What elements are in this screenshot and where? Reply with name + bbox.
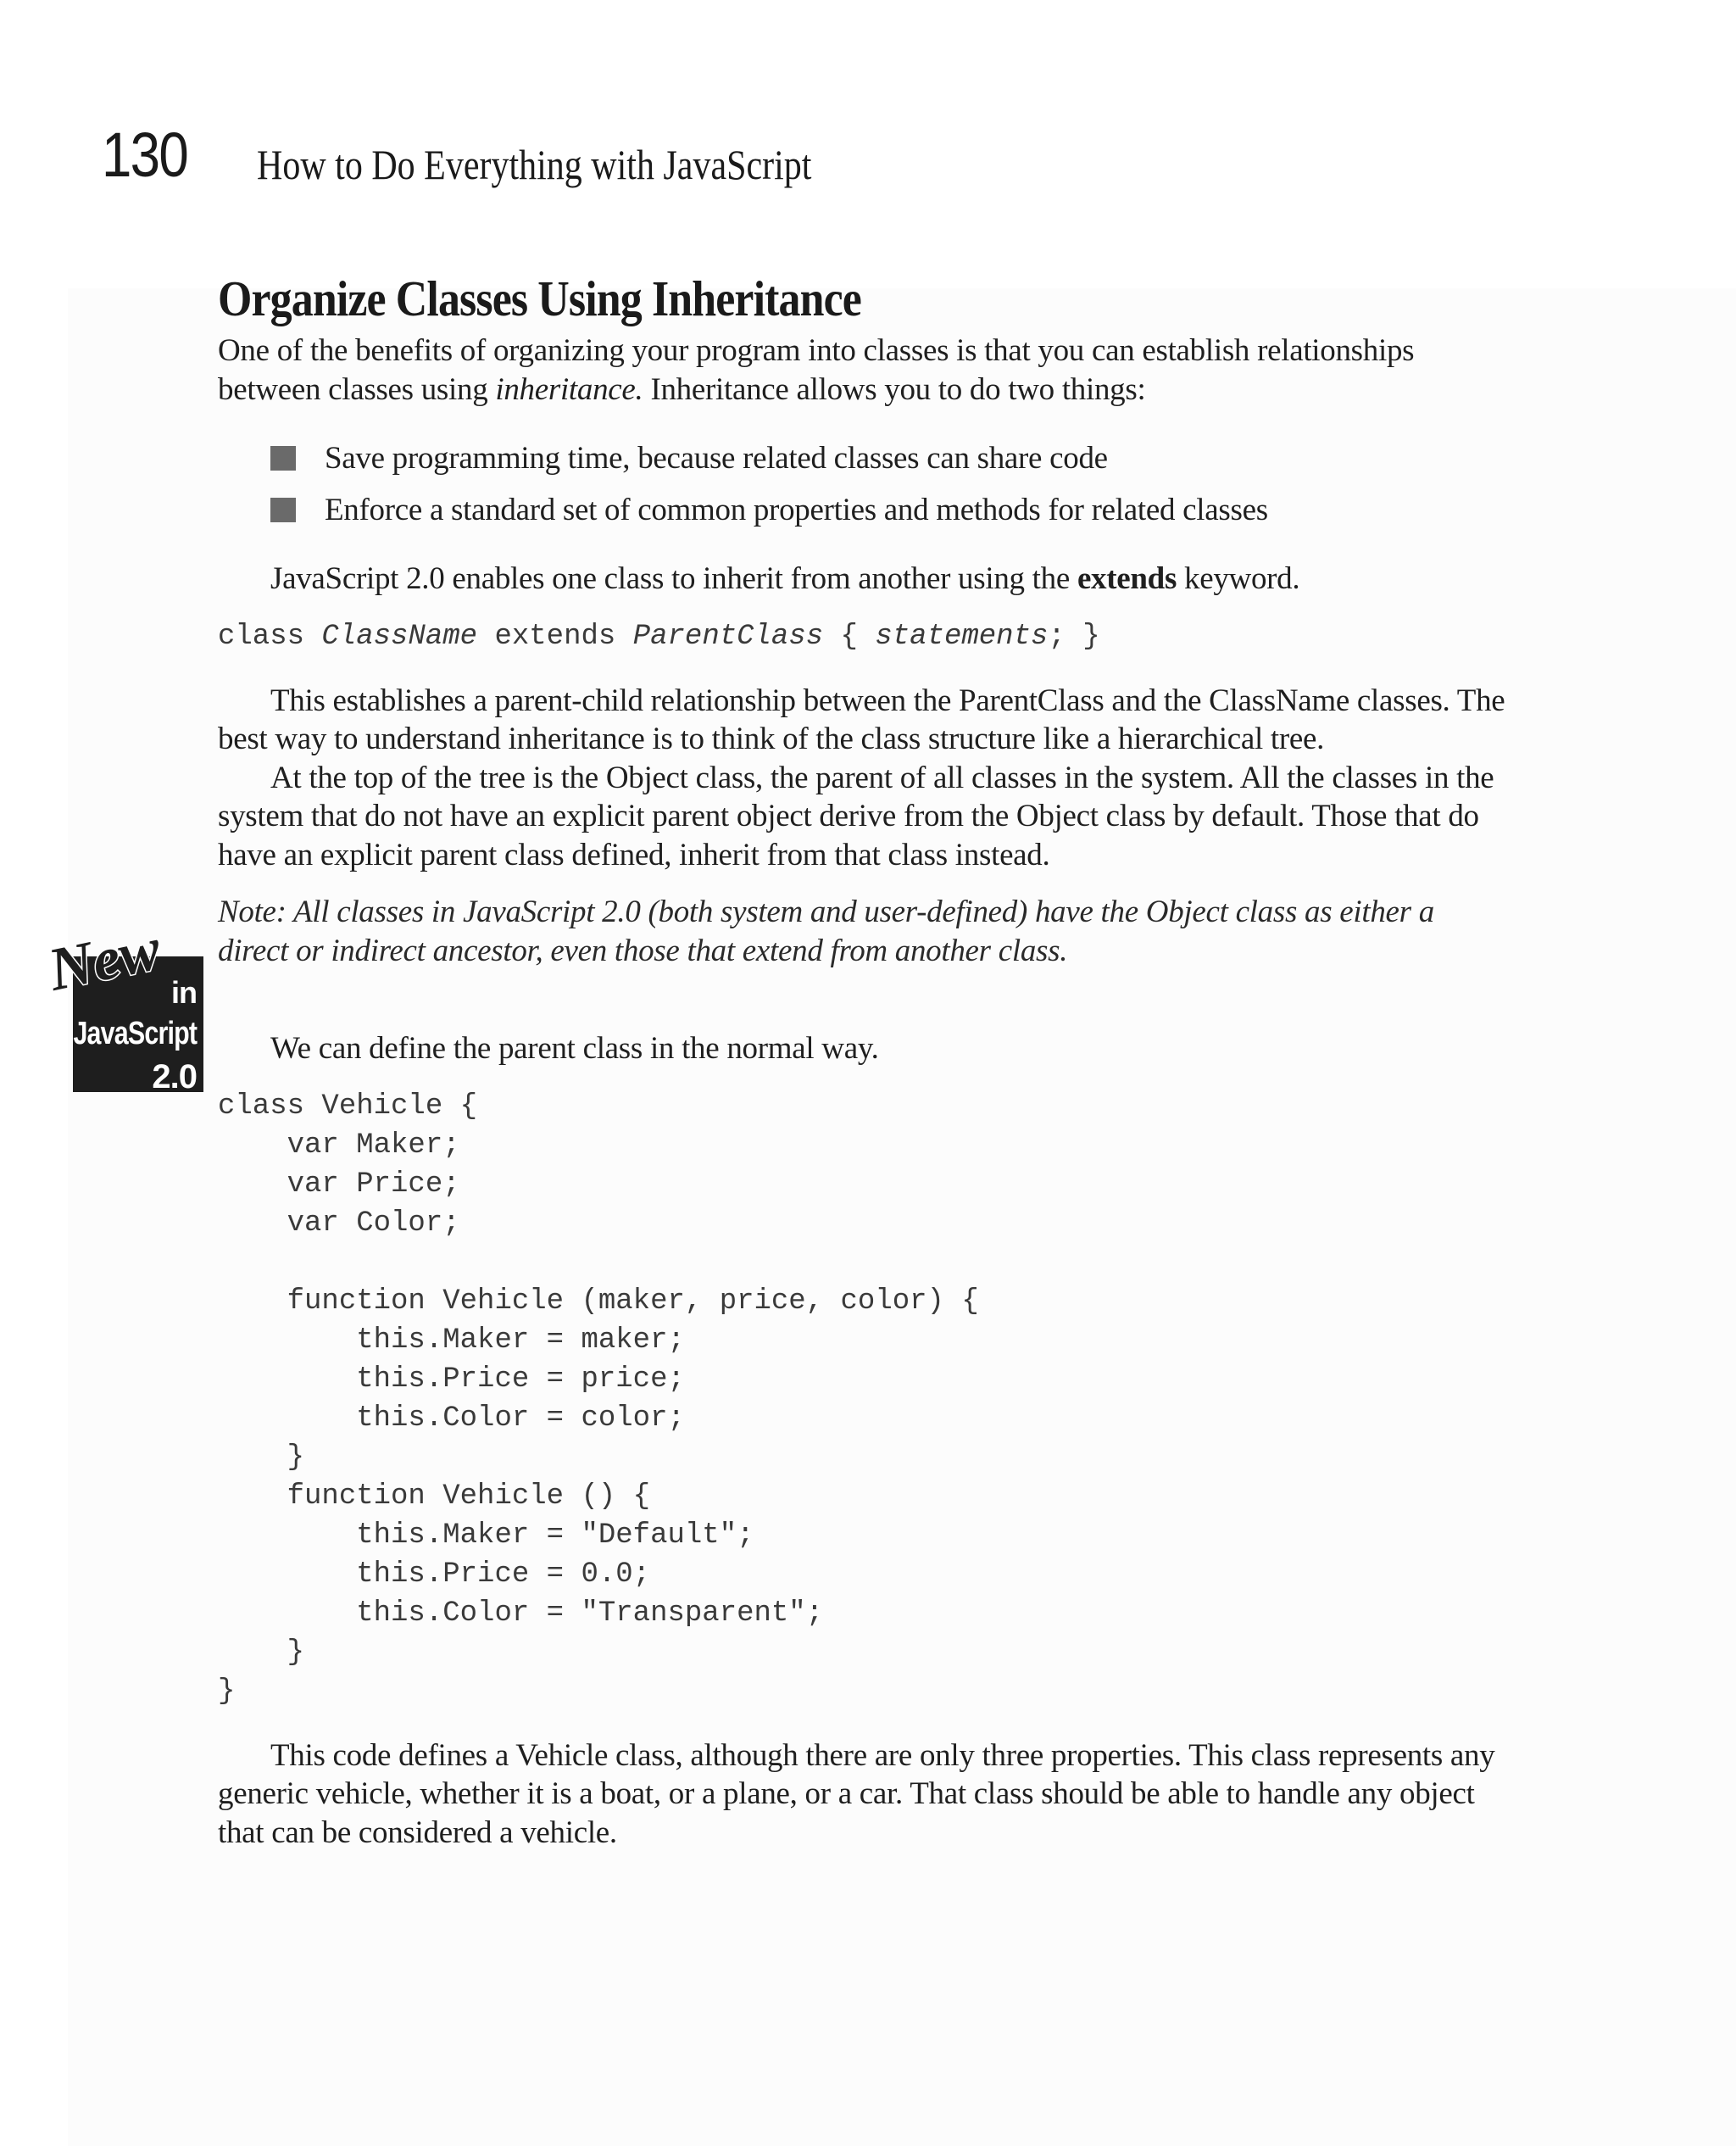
running-title: How to Do Everything with JavaScript	[257, 141, 812, 188]
page-number: 130	[102, 120, 188, 190]
list-item	[270, 432, 1506, 484]
object-class-paragraph: At the top of the tree is the Object class, the parent of all classes in the system. All the classes in the system that do not have an explicit parent object derive from the Object class by default. Those that do have an explicit parent class defined, inherit from that class instead.	[218, 760, 1494, 872]
benefit-list	[270, 432, 1506, 536]
intro-text-start: One of the benefits of organizing your program into classes is that you can establish relationships between classes using	[218, 333, 1415, 407]
extends-paragraph	[218, 560, 1506, 599]
section-heading: Organize Classes Using Inheritance	[218, 270, 861, 326]
list-item-text: Enforce a standard set of common properties and methods for related classes	[325, 493, 1268, 527]
syntax-extends-keyword: extends	[477, 620, 633, 653]
list-item-text: Save programming time, because related classes can share code	[325, 441, 1108, 476]
closing-paragraph: This code defines a Vehicle class, although there are only three properties. This class represents any generic vehicle, whether it is a boat, or a plane, or a car. That class should be able to handle any object that can be considered a vehicle.	[218, 1737, 1495, 1850]
bullet-square-icon	[270, 446, 296, 471]
vehicle-code-block: class Vehicle { var Maker; var Price; var Color; function Vehicle (maker, price, color) { this.Maker = maker; this.Price = price; this.Color = color; } function Vehicle () { this.Maker = "Default"; this.Price = 0.0; this.Color = "Transparent"; } }	[218, 1090, 979, 1708]
syntax-classname: ClassName	[321, 620, 478, 653]
extends-keyword: extends	[1077, 561, 1177, 596]
intro-text-end: Inheritance allows you to do two things:	[643, 371, 1146, 407]
syntax-close: ; }	[1048, 620, 1100, 653]
extends-text-start: JavaScript 2.0 enables one class to inherit from another using the	[270, 561, 1077, 596]
badge-version-label: 2.0	[152, 1058, 197, 1095]
syntax-statements: statements	[875, 620, 1049, 653]
new-in-javascript-badge	[42, 914, 203, 1095]
syntax-line	[218, 617, 1506, 656]
intro-paragraph	[218, 332, 1506, 409]
list-item	[270, 484, 1506, 536]
page-content	[218, 270, 1506, 1852]
intro-term: inheritance.	[495, 371, 643, 407]
bullet-square-icon	[270, 498, 296, 522]
relationship-paragraph: This establishes a parent-child relationship between the ParentClass and the ClassName classes. The best way to understand inheritance is to think of the class structure like a hierarchical tree.	[218, 683, 1505, 756]
note-text: Note: All classes in JavaScript 2.0 (both system and user-defined) have the Object class as either a direct or indirect ancestor, even those that extend from another class.	[218, 895, 1434, 968]
badge-in-label: in	[171, 975, 197, 1010]
extends-text-end: keyword.	[1177, 561, 1300, 596]
badge-new-label: New	[42, 914, 166, 1004]
badge-product-label: JavaScript	[73, 1016, 197, 1051]
define-parent-paragraph: We can define the parent class in the normal way.	[270, 1031, 879, 1066]
syntax-parent: ParentClass	[632, 620, 824, 653]
syntax-open: {	[823, 620, 876, 653]
syntax-class-keyword: class	[218, 620, 322, 653]
